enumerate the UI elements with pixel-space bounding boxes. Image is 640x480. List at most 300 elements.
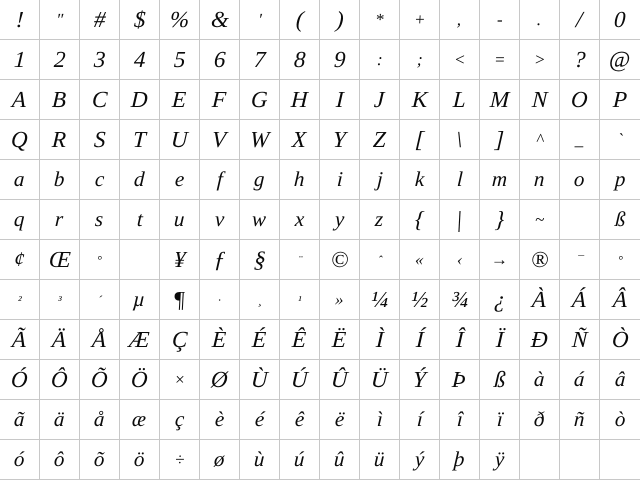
glyph-cell[interactable] bbox=[200, 40, 240, 80]
glyph-cell[interactable] bbox=[440, 80, 480, 120]
glyph-cell[interactable] bbox=[320, 240, 360, 280]
glyph-character: S bbox=[93, 127, 106, 152]
glyph-cell[interactable] bbox=[360, 320, 400, 360]
glyph-character: B bbox=[51, 87, 68, 112]
glyph-character: É bbox=[251, 327, 268, 352]
glyph-cell[interactable] bbox=[360, 80, 400, 120]
glyph-character: Q bbox=[10, 127, 29, 152]
glyph-cell[interactable] bbox=[200, 200, 240, 240]
glyph-cell[interactable] bbox=[360, 0, 400, 40]
glyph-cell[interactable] bbox=[520, 40, 560, 80]
glyph-cell[interactable] bbox=[40, 0, 80, 40]
glyph-cell[interactable] bbox=[280, 40, 320, 80]
glyph-cell[interactable] bbox=[80, 80, 120, 120]
glyph-cell[interactable] bbox=[240, 160, 280, 200]
glyph-cell[interactable] bbox=[560, 440, 600, 480]
glyph-cell[interactable] bbox=[480, 320, 520, 360]
glyph-cell[interactable] bbox=[400, 280, 440, 320]
glyph-cell[interactable] bbox=[400, 200, 440, 240]
glyph-cell[interactable] bbox=[360, 160, 400, 200]
glyph-cell[interactable] bbox=[160, 440, 200, 480]
glyph-cell[interactable] bbox=[280, 80, 320, 120]
glyph-cell[interactable] bbox=[600, 240, 640, 280]
glyph-cell[interactable] bbox=[0, 320, 40, 360]
glyph-cell[interactable] bbox=[520, 360, 560, 400]
glyph-cell[interactable] bbox=[160, 120, 200, 160]
glyph-cell[interactable] bbox=[280, 320, 320, 360]
glyph-cell[interactable] bbox=[280, 120, 320, 160]
glyph-cell[interactable] bbox=[240, 200, 280, 240]
glyph-character: Û bbox=[330, 367, 349, 392]
glyph-cell[interactable] bbox=[0, 160, 40, 200]
glyph-character: â bbox=[614, 367, 626, 391]
glyph-character: C bbox=[91, 87, 108, 112]
glyph-cell[interactable] bbox=[560, 80, 600, 120]
glyph-cell[interactable] bbox=[400, 160, 440, 200]
glyph-cell[interactable] bbox=[80, 160, 120, 200]
glyph-cell[interactable] bbox=[160, 320, 200, 360]
glyph-cell[interactable] bbox=[120, 200, 160, 240]
glyph-cell[interactable] bbox=[160, 40, 200, 80]
glyph-cell[interactable] bbox=[160, 280, 200, 320]
glyph-character: [ bbox=[414, 127, 425, 152]
glyph-cell[interactable] bbox=[400, 40, 440, 80]
glyph-character: ! bbox=[15, 7, 24, 32]
glyph-character: @ bbox=[608, 47, 632, 72]
glyph-cell[interactable] bbox=[520, 200, 560, 240]
glyph-character: ^ bbox=[535, 130, 544, 149]
glyph-character: , bbox=[456, 10, 463, 29]
glyph-cell[interactable] bbox=[480, 440, 520, 480]
glyph-cell[interactable] bbox=[360, 440, 400, 480]
glyph-cell[interactable] bbox=[360, 360, 400, 400]
glyph-character: Z bbox=[372, 127, 387, 152]
glyph-character: û bbox=[333, 447, 346, 471]
glyph-character: ò bbox=[614, 407, 626, 431]
glyph-character: ã bbox=[13, 407, 26, 431]
glyph-cell[interactable] bbox=[200, 280, 240, 320]
glyph-character: Ó bbox=[10, 367, 29, 392]
glyph-character: Å bbox=[91, 327, 108, 352]
glyph-cell[interactable] bbox=[40, 360, 80, 400]
glyph-character: Æ bbox=[128, 327, 151, 352]
glyph-cell[interactable] bbox=[120, 280, 160, 320]
glyph-character: ß bbox=[614, 207, 626, 231]
glyph-cell[interactable] bbox=[320, 440, 360, 480]
glyph-cell[interactable] bbox=[120, 120, 160, 160]
glyph-character: X bbox=[291, 127, 308, 152]
glyph-cell[interactable] bbox=[80, 0, 120, 40]
glyph-character: % bbox=[169, 7, 190, 32]
glyph-cell[interactable] bbox=[560, 120, 600, 160]
glyph-cell[interactable] bbox=[360, 240, 400, 280]
glyph-cell[interactable] bbox=[480, 80, 520, 120]
glyph-character: Ñ bbox=[571, 327, 588, 352]
glyph-cell[interactable] bbox=[280, 240, 320, 280]
glyph-character: P bbox=[612, 87, 628, 112]
glyph-character: H bbox=[290, 87, 309, 112]
glyph-cell[interactable] bbox=[200, 440, 240, 480]
glyph-cell[interactable] bbox=[280, 0, 320, 40]
glyph-cell[interactable] bbox=[40, 160, 80, 200]
glyph-cell[interactable] bbox=[560, 0, 600, 40]
glyph-character: 0 bbox=[613, 7, 627, 32]
glyph-cell[interactable] bbox=[80, 440, 120, 480]
glyph-character: e bbox=[174, 167, 185, 191]
glyph-cell[interactable] bbox=[480, 360, 520, 400]
glyph-cell[interactable] bbox=[600, 440, 640, 480]
glyph-cell[interactable] bbox=[320, 40, 360, 80]
glyph-character: ø bbox=[213, 447, 226, 471]
glyph-cell[interactable] bbox=[520, 320, 560, 360]
glyph-cell[interactable] bbox=[0, 40, 40, 80]
glyph-cell[interactable] bbox=[400, 440, 440, 480]
glyph-cell[interactable] bbox=[440, 40, 480, 80]
glyph-cell[interactable] bbox=[240, 320, 280, 360]
glyph-character: Ù bbox=[250, 367, 269, 392]
glyph-character: î bbox=[455, 407, 464, 431]
glyph-cell[interactable] bbox=[0, 280, 40, 320]
glyph-cell[interactable] bbox=[40, 320, 80, 360]
glyph-cell[interactable] bbox=[400, 240, 440, 280]
glyph-cell[interactable] bbox=[240, 80, 280, 120]
glyph-cell[interactable] bbox=[280, 400, 320, 440]
glyph-cell[interactable] bbox=[0, 360, 40, 400]
glyph-cell[interactable] bbox=[600, 80, 640, 120]
glyph-cell[interactable] bbox=[320, 160, 360, 200]
glyph-cell[interactable] bbox=[320, 400, 360, 440]
glyph-character: 7 bbox=[253, 47, 266, 72]
glyph-character: 1 bbox=[13, 47, 26, 72]
glyph-cell[interactable] bbox=[240, 360, 280, 400]
glyph-character: | bbox=[455, 207, 464, 232]
glyph-cell[interactable] bbox=[360, 280, 400, 320]
glyph-cell[interactable] bbox=[280, 280, 320, 320]
glyph-cell[interactable] bbox=[120, 80, 160, 120]
glyph-cell[interactable] bbox=[320, 360, 360, 400]
glyph-cell[interactable] bbox=[80, 320, 120, 360]
glyph-cell[interactable] bbox=[440, 280, 480, 320]
glyph-character: o bbox=[573, 167, 586, 191]
glyph-cell[interactable] bbox=[80, 400, 120, 440]
glyph-cell[interactable] bbox=[520, 80, 560, 120]
glyph-character: w bbox=[251, 207, 268, 231]
glyph-cell[interactable] bbox=[40, 80, 80, 120]
glyph-cell[interactable] bbox=[560, 160, 600, 200]
glyph-cell[interactable] bbox=[120, 0, 160, 40]
glyph-cell[interactable] bbox=[480, 40, 520, 80]
glyph-cell[interactable] bbox=[320, 0, 360, 40]
glyph-cell[interactable] bbox=[440, 200, 480, 240]
glyph-cell[interactable] bbox=[440, 0, 480, 40]
glyph-cell[interactable] bbox=[0, 80, 40, 120]
glyph-cell[interactable] bbox=[600, 40, 640, 80]
glyph-cell[interactable] bbox=[40, 240, 80, 280]
glyph-cell[interactable] bbox=[600, 200, 640, 240]
glyph-cell[interactable] bbox=[520, 120, 560, 160]
glyph-character: ~ bbox=[534, 210, 545, 229]
glyph-character: ð bbox=[533, 407, 546, 431]
glyph-cell[interactable] bbox=[480, 280, 520, 320]
glyph-cell[interactable] bbox=[280, 360, 320, 400]
glyph-cell[interactable] bbox=[600, 320, 640, 360]
glyph-cell[interactable] bbox=[480, 160, 520, 200]
glyph-cell[interactable] bbox=[560, 360, 600, 400]
glyph-cell[interactable] bbox=[480, 120, 520, 160]
glyph-character: ) bbox=[335, 7, 344, 32]
glyph-cell[interactable] bbox=[440, 440, 480, 480]
glyph-cell[interactable] bbox=[400, 0, 440, 40]
glyph-cell[interactable] bbox=[520, 280, 560, 320]
glyph-character: ° bbox=[617, 252, 623, 267]
glyph-character: Õ bbox=[90, 367, 109, 392]
glyph-cell[interactable] bbox=[480, 200, 520, 240]
glyph-cell[interactable] bbox=[560, 320, 600, 360]
glyph-cell[interactable] bbox=[400, 320, 440, 360]
glyph-character: i bbox=[335, 167, 344, 191]
glyph-cell[interactable] bbox=[120, 320, 160, 360]
glyph-character: Ò bbox=[611, 327, 629, 352]
glyph-cell[interactable] bbox=[320, 320, 360, 360]
glyph-character: ¼ bbox=[370, 287, 389, 312]
glyph-cell[interactable] bbox=[240, 440, 280, 480]
glyph-character: N bbox=[531, 87, 548, 112]
glyph-character: Þ bbox=[451, 367, 468, 392]
glyph-character: u bbox=[173, 207, 186, 231]
glyph-character: O bbox=[570, 87, 589, 112]
glyph-cell[interactable] bbox=[200, 360, 240, 400]
glyph-cell[interactable] bbox=[360, 40, 400, 80]
glyph-cell[interactable] bbox=[200, 160, 240, 200]
glyph-cell[interactable] bbox=[440, 320, 480, 360]
glyph-cell[interactable] bbox=[200, 240, 240, 280]
glyph-cell[interactable] bbox=[200, 320, 240, 360]
glyph-cell[interactable] bbox=[120, 240, 160, 280]
glyph-character: { bbox=[414, 207, 425, 232]
glyph-character: ß bbox=[493, 367, 506, 392]
glyph-cell[interactable] bbox=[560, 400, 600, 440]
glyph-character: © bbox=[330, 247, 349, 272]
glyph-cell[interactable] bbox=[440, 160, 480, 200]
glyph-cell[interactable] bbox=[80, 360, 120, 400]
glyph-cell[interactable] bbox=[120, 160, 160, 200]
glyph-cell[interactable] bbox=[160, 0, 200, 40]
glyph-character: 4 bbox=[133, 47, 146, 72]
glyph-cell[interactable] bbox=[0, 440, 40, 480]
glyph-cell[interactable] bbox=[520, 0, 560, 40]
glyph-character: · bbox=[217, 292, 222, 307]
glyph-character: ü bbox=[373, 447, 386, 471]
glyph-cell[interactable] bbox=[160, 240, 200, 280]
glyph-cell[interactable] bbox=[560, 40, 600, 80]
glyph-character: : bbox=[376, 50, 383, 69]
glyph-character: ÿ bbox=[494, 447, 505, 471]
glyph-character: " bbox=[55, 10, 64, 29]
glyph-cell[interactable] bbox=[480, 240, 520, 280]
glyph-cell[interactable] bbox=[0, 120, 40, 160]
glyph-character: _ bbox=[574, 130, 585, 149]
glyph-cell[interactable] bbox=[240, 240, 280, 280]
glyph-character: ¾ bbox=[450, 287, 469, 312]
glyph-cell[interactable] bbox=[520, 240, 560, 280]
glyph-character: & bbox=[209, 7, 230, 32]
glyph-character: ƒ bbox=[213, 247, 226, 272]
glyph-character: W bbox=[249, 127, 270, 152]
glyph-cell[interactable] bbox=[480, 400, 520, 440]
glyph-character: Ï bbox=[495, 327, 504, 352]
glyph-cell[interactable] bbox=[40, 40, 80, 80]
glyph-character: ° bbox=[96, 252, 103, 267]
glyph-character: > bbox=[533, 50, 546, 69]
glyph-cell[interactable] bbox=[0, 240, 40, 280]
glyph-cell[interactable] bbox=[160, 360, 200, 400]
glyph-cell[interactable] bbox=[520, 440, 560, 480]
glyph-cell[interactable] bbox=[280, 200, 320, 240]
glyph-cell[interactable] bbox=[120, 360, 160, 400]
glyph-cell[interactable] bbox=[360, 400, 400, 440]
glyph-cell[interactable] bbox=[160, 80, 200, 120]
glyph-cell[interactable] bbox=[560, 200, 600, 240]
glyph-cell[interactable] bbox=[440, 400, 480, 440]
glyph-character: Î bbox=[455, 327, 464, 352]
glyph-cell[interactable] bbox=[240, 0, 280, 40]
glyph-cell[interactable] bbox=[320, 200, 360, 240]
glyph-cell[interactable] bbox=[240, 400, 280, 440]
glyph-cell[interactable] bbox=[560, 240, 600, 280]
glyph-cell[interactable] bbox=[320, 120, 360, 160]
glyph-cell[interactable] bbox=[600, 120, 640, 160]
glyph-cell[interactable] bbox=[40, 120, 80, 160]
glyph-character: « bbox=[414, 250, 425, 269]
glyph-character: . bbox=[536, 10, 543, 29]
glyph-cell[interactable] bbox=[520, 160, 560, 200]
glyph-cell[interactable] bbox=[200, 0, 240, 40]
glyph-character: g bbox=[253, 167, 266, 191]
glyph-cell[interactable] bbox=[0, 200, 40, 240]
glyph-cell[interactable] bbox=[240, 280, 280, 320]
glyph-character: á bbox=[573, 367, 586, 391]
glyph-cell[interactable] bbox=[240, 40, 280, 80]
glyph-character: Ö bbox=[130, 367, 149, 392]
glyph-character: j bbox=[375, 167, 384, 191]
glyph-character: ; bbox=[416, 50, 423, 69]
glyph-cell[interactable] bbox=[600, 360, 640, 400]
glyph-character: ½ bbox=[410, 287, 429, 312]
glyph-cell[interactable] bbox=[440, 360, 480, 400]
glyph-character: M bbox=[489, 87, 510, 112]
glyph-cell[interactable] bbox=[160, 200, 200, 240]
glyph-cell[interactable] bbox=[600, 280, 640, 320]
glyph-cell[interactable] bbox=[280, 160, 320, 200]
glyph-character: ® bbox=[530, 247, 549, 272]
glyph-cell[interactable] bbox=[560, 280, 600, 320]
glyph-character: ç bbox=[174, 407, 185, 431]
glyph-cell[interactable] bbox=[320, 80, 360, 120]
glyph-character: s bbox=[94, 207, 105, 231]
glyph-cell[interactable] bbox=[200, 80, 240, 120]
glyph-cell[interactable] bbox=[120, 440, 160, 480]
glyph-cell[interactable] bbox=[120, 400, 160, 440]
glyph-cell[interactable] bbox=[120, 40, 160, 80]
glyph-character: r bbox=[54, 207, 65, 231]
glyph-cell[interactable] bbox=[200, 120, 240, 160]
glyph-character: F bbox=[211, 87, 228, 112]
glyph-cell[interactable] bbox=[360, 200, 400, 240]
glyph-cell[interactable] bbox=[600, 400, 640, 440]
glyph-character: → bbox=[490, 250, 509, 269]
glyph-cell[interactable] bbox=[400, 400, 440, 440]
glyph-character: G bbox=[250, 87, 269, 112]
glyph-character: ÷ bbox=[174, 450, 185, 469]
glyph-character: a bbox=[13, 167, 26, 191]
glyph-character: È bbox=[211, 327, 228, 352]
glyph-cell[interactable] bbox=[0, 400, 40, 440]
glyph-cell[interactable] bbox=[80, 120, 120, 160]
glyph-cell[interactable] bbox=[40, 200, 80, 240]
glyph-cell[interactable] bbox=[600, 0, 640, 40]
glyph-character: å bbox=[93, 407, 106, 431]
glyph-character: Ì bbox=[375, 327, 384, 352]
glyph-cell[interactable] bbox=[0, 0, 40, 40]
glyph-character: A bbox=[11, 87, 28, 112]
glyph-character: b bbox=[53, 167, 66, 191]
glyph-character: ¥ bbox=[173, 247, 186, 272]
glyph-cell[interactable] bbox=[520, 400, 560, 440]
glyph-cell[interactable] bbox=[440, 240, 480, 280]
glyph-cell[interactable] bbox=[200, 400, 240, 440]
glyph-cell[interactable] bbox=[80, 200, 120, 240]
glyph-character: T bbox=[132, 127, 147, 152]
glyph-cell[interactable] bbox=[40, 280, 80, 320]
glyph-cell[interactable] bbox=[240, 120, 280, 160]
glyph-cell[interactable] bbox=[600, 160, 640, 200]
glyph-cell[interactable] bbox=[80, 280, 120, 320]
glyph-cell[interactable] bbox=[400, 80, 440, 120]
glyph-cell[interactable] bbox=[160, 400, 200, 440]
glyph-character: ú bbox=[293, 447, 306, 471]
glyph-cell[interactable] bbox=[400, 120, 440, 160]
glyph-character: ¨ bbox=[297, 252, 302, 267]
glyph-character: ê bbox=[294, 407, 305, 431]
glyph-cell[interactable] bbox=[480, 0, 520, 40]
glyph-cell[interactable] bbox=[360, 120, 400, 160]
glyph-character: ¹ bbox=[297, 292, 302, 307]
glyph-cell[interactable] bbox=[80, 240, 120, 280]
glyph-character: Á bbox=[571, 287, 588, 312]
glyph-character: < bbox=[453, 50, 466, 69]
glyph-cell[interactable] bbox=[400, 360, 440, 400]
glyph-character: E bbox=[171, 87, 188, 112]
glyph-cell[interactable] bbox=[440, 120, 480, 160]
glyph-character: - bbox=[496, 10, 503, 29]
glyph-character: µ bbox=[132, 287, 147, 311]
glyph-character: + bbox=[413, 10, 426, 29]
glyph-cell[interactable] bbox=[40, 440, 80, 480]
glyph-character: Ä bbox=[51, 327, 68, 352]
glyph-character: ì bbox=[375, 407, 384, 431]
glyph-cell[interactable] bbox=[80, 40, 120, 80]
glyph-character: ] bbox=[494, 127, 505, 152]
glyph-character: í bbox=[415, 407, 424, 431]
glyph-cell[interactable] bbox=[320, 280, 360, 320]
glyph-cell[interactable] bbox=[40, 400, 80, 440]
glyph-character: ë bbox=[334, 407, 345, 431]
glyph-cell[interactable] bbox=[160, 160, 200, 200]
glyph-character: x bbox=[294, 207, 305, 231]
glyph-character: f bbox=[215, 167, 224, 191]
glyph-cell[interactable] bbox=[280, 440, 320, 480]
glyph-character: 5 bbox=[173, 47, 186, 72]
